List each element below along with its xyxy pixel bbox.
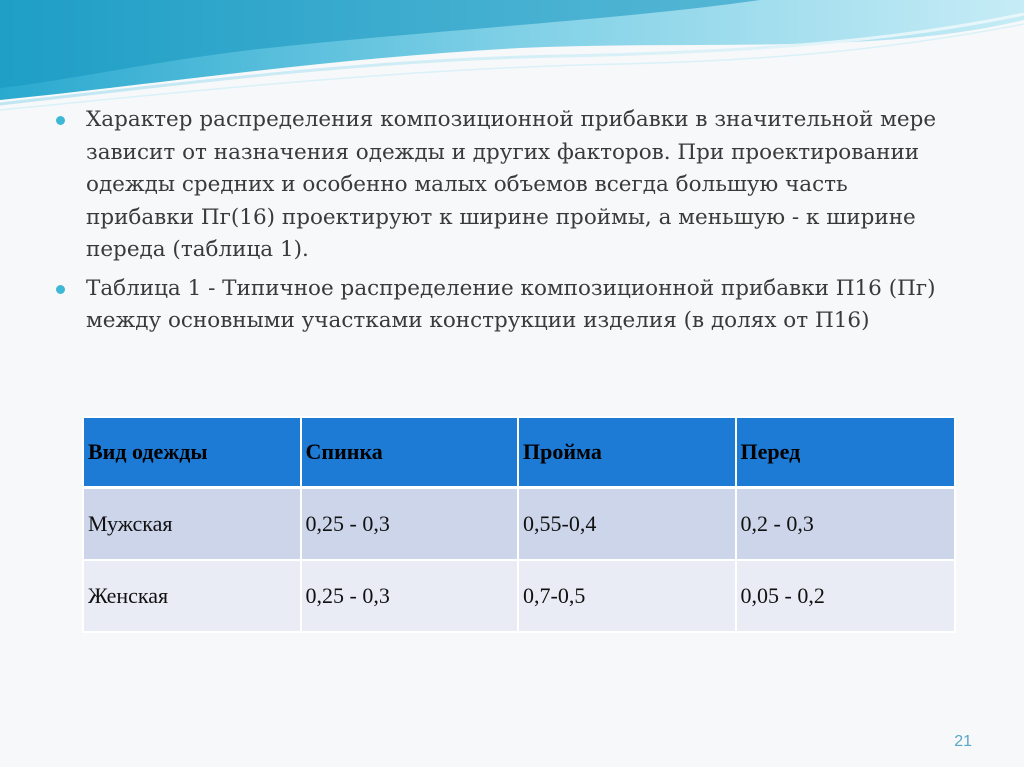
bullet-item	[52, 104, 952, 267]
header-cell-armhole: Пройма	[518, 417, 736, 488]
header-cell-front: Перед	[736, 417, 955, 488]
header-cell-back: Спинка	[301, 417, 519, 488]
bullet-list	[52, 104, 952, 344]
page-number: 21	[954, 733, 972, 750]
table-row	[83, 488, 955, 561]
distribution-table	[82, 416, 956, 633]
table-cell: 0,25 - 0,3	[301, 488, 519, 561]
table-header-row	[83, 417, 955, 488]
bullet-dot-icon	[56, 116, 65, 125]
bullet-text: Характер распределения композиционной прибавки в значительной мере зависит от назначения одежды и других факторов. При проектировании одежды средних и особенно малых объемов всегда большую часть прибавки Пг(16) проектируют к ширине проймы, а меньшую - к ширине переда (таблица 1).	[86, 107, 937, 262]
table-cell: 0,7-0,5	[518, 560, 736, 632]
table-row	[83, 560, 955, 632]
bullet-item	[52, 273, 952, 338]
table-cell: 0,25 - 0,3	[301, 560, 519, 632]
table-cell: 0,2 - 0,3	[736, 488, 955, 561]
bullet-dot-icon	[56, 285, 65, 294]
table-cell: Мужская	[83, 488, 301, 561]
table-cell: Женская	[83, 560, 301, 632]
table-cell: 0,55-0,4	[518, 488, 736, 561]
decorative-wave-header	[0, 0, 1024, 120]
bullet-text: Таблица 1 - Типичное распределение композиционной прибавки П16 (Пг) между основными участками конструкции изделия (в долях от П16)	[86, 275, 936, 333]
header-cell-clothing-type: Вид одежды	[83, 417, 301, 488]
table-cell: 0,05 - 0,2	[736, 560, 955, 632]
